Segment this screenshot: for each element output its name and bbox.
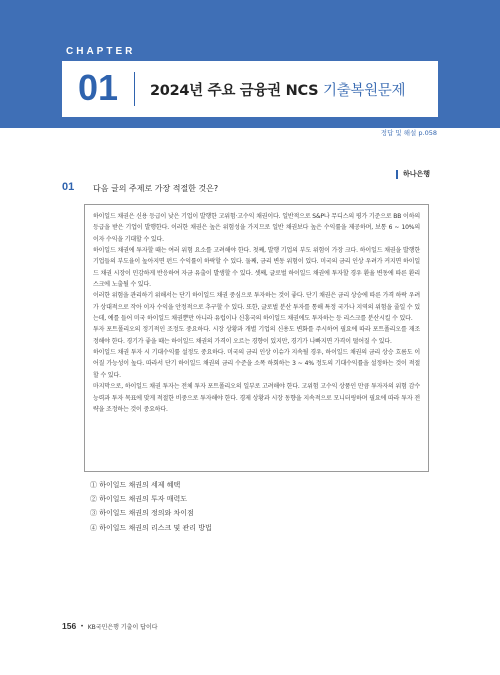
passage-paragraph: 하이일드 채권에 투자할 때는 여러 위험 요소를 고려해야 한다. 첫째, 발행 기업의 부도 위험이 가장 크다. 하이일드 채권을 발행한 기업들의 부도율이 높아지면 펀드 수익률이 하락할 수 있다. 둘째, 금리 변동 위험이 있다. 미국의 금리 인상 우려가 커지면 하이일드 채권 시장이 민감하게 반응하여 자금 유출이 발생할 수 있다. 셋째, 글로벌 하이일드 채권에 투자할 경우 환율 변동에 따른 환리스크에 노출될 수 있다. xyxy=(93,247,420,289)
passage-paragraph: 하이일드 채권은 신용 등급이 낮은 기업이 발행한 고위험·고수익 채권이다. 일반적으로 S&P나 무디스의 평가 기준으로 BB 이하의 등급을 받은 기업이 발행한다. 이러한 채권은 높은 위험성을 가지므로 일반 채권보다 높은 수익률을 제공하며, 보통 6 ~ 10%의 이자 수익을 기대할 수 있다. xyxy=(93,213,420,243)
page-number: 156 xyxy=(62,621,77,631)
passage-paragraph: 마지막으로, 하이일드 채권 투자는 전체 투자 포트폴리오의 일부로 고려해야 한다. 고위험 고수익 상품인 만큼 투자자의 위험 감수 능력과 투자 목표에 맞게 적절한 비중으로 투자해야 한다. 경제 상황과 시장 동향을 지속적으로 모니터링하며 필요에 따라 투자 전략을 조정하는 것이 중요하다. xyxy=(93,383,420,413)
option-1[interactable]: ① 하이일드 채권의 세제 혜택 xyxy=(90,481,181,489)
passage-paragraph: 투자 포트폴리오의 정기적인 조정도 중요하다. 시장 상황과 개별 기업의 신용도 변화를 주시하여 필요에 따라 포트폴리오를 재조정해야 한다. 경기가 좋을 때는 하이일드 채권의 가격이 오르는 경향이 있지만, 경기가 나빠지면 가격이 떨어질 수 있다. xyxy=(93,326,420,345)
passage-paragraph: 하이일드 채권 투자 시 기대수익률 설정도 중요하다. 미국의 금리 인상 이슈가 지속될 경우, 하이일드 채권의 금리 상승 흐름도 이어질 가능성이 높다. 따라서 단기 하이일드 채권의 금리 수준을 소폭 하회하는 3 ~ 4% 정도의 기대수익률을 설정하는 것이 적절할 수 있다. xyxy=(93,349,420,379)
page-footer xyxy=(62,621,158,631)
answer-options xyxy=(90,480,212,537)
source-marker-icon xyxy=(396,170,398,179)
question-text: 다음 글의 주제로 가장 적절한 것은? xyxy=(93,184,219,193)
option-4[interactable]: ④ 하이일드 채권의 리스크 및 관리 방법 xyxy=(90,523,212,532)
chapter-number: 01 xyxy=(78,67,119,108)
question-number: 01 xyxy=(62,181,75,193)
title-divider xyxy=(134,72,135,106)
chapter-label: CHAPTER xyxy=(66,46,136,57)
passage-paragraph: 이러한 위험을 관리하기 위해서는 단기 하이일드 채권 중심으로 투자하는 것이 좋다. 단기 채권은 금리 상승에 따른 가격 하락 우려가 상대적으로 작아 이자 수익을 안정적으로 추구할 수 있다. 또한, 글로벌 분산 투자를 통해 특정 국가나 지역의 위험을 줄일 수 있는데, 예를 들어 미국 하이일드 채권뿐만 아니라 유럽이나 신흥국의 하이일드 채권에도 투자하는 등 리스크를 분산시킬 수 있다. xyxy=(93,292,420,323)
chapter-title-accent: 기출복원문제 xyxy=(322,83,406,99)
chapter-title-main: 2024년 주요 금융권 NCS xyxy=(150,83,323,99)
option-3[interactable]: ③ 하이일드 채권의 정의와 차이점 xyxy=(90,509,194,518)
chapter-title-box xyxy=(62,61,438,117)
source-label: 하나은행 xyxy=(402,170,430,178)
chapter-header-band xyxy=(0,0,500,128)
chapter-title xyxy=(150,79,405,100)
option-2[interactable]: ② 하이일드 채권의 투자 매력도 xyxy=(90,495,188,504)
book-title: KB국민은행 기출이 답이다 xyxy=(87,623,158,631)
source-tag xyxy=(396,169,430,179)
passage-box xyxy=(84,204,429,472)
answer-reference: 정답 및 해설 p.058 xyxy=(380,129,437,137)
bullet-icon: • xyxy=(80,622,84,630)
